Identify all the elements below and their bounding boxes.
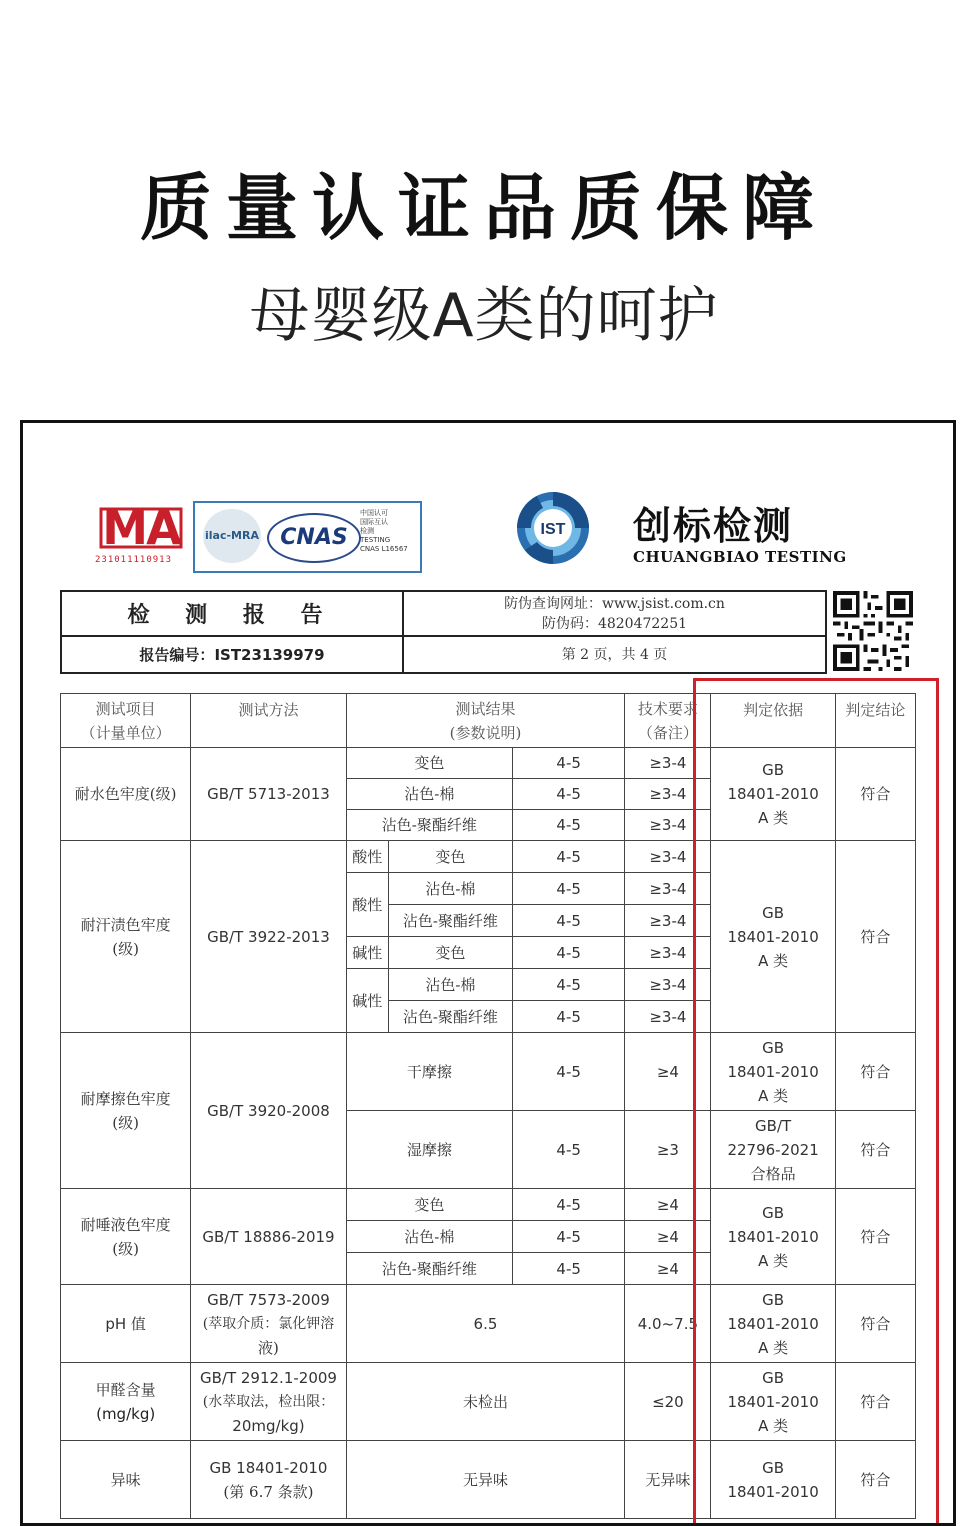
verify-info bbox=[403, 591, 826, 636]
param-cell: 沾色-聚酯纤维 bbox=[388, 905, 512, 937]
alkaline-label: 碱性 bbox=[346, 937, 388, 969]
header-item: 测试项目 （计量单位） bbox=[61, 694, 191, 748]
req-cell: ≥3-4 bbox=[625, 841, 711, 873]
header-conclusion: 判定结论 bbox=[835, 694, 915, 748]
param-cell: 变色 bbox=[346, 1189, 512, 1221]
param-cell: 变色 bbox=[388, 841, 512, 873]
highlight-box bbox=[693, 678, 939, 1526]
param-cell: 沾色-棉 bbox=[388, 873, 512, 905]
method-sweat: GB/T 3922-2013 bbox=[191, 841, 346, 1033]
value-cell: 4-5 bbox=[513, 779, 625, 810]
conclusion-sweat: 符合 bbox=[835, 841, 915, 1033]
accreditation-logos bbox=[193, 501, 422, 573]
svg-text:IST: IST bbox=[540, 521, 566, 538]
method-rub: GB/T 3920-2008 bbox=[191, 1033, 346, 1189]
value-cell: 4-5 bbox=[513, 1221, 625, 1253]
ist-logo-icon bbox=[513, 488, 593, 568]
report-number: 报告编号：IST23139979 bbox=[61, 636, 403, 673]
item-water: 耐水色牢度(级) bbox=[61, 748, 191, 841]
param-cell: 沾色-棉 bbox=[346, 1221, 512, 1253]
param-cell: 沾色-棉 bbox=[346, 779, 512, 810]
report-header-table bbox=[60, 590, 827, 674]
req-cell: 4.0~7.5 bbox=[625, 1285, 711, 1363]
basis-water: GB 18401-2010 A 类 bbox=[711, 748, 835, 841]
value-cell: 4-5 bbox=[513, 969, 625, 1001]
req-cell: ≥3-4 bbox=[625, 969, 711, 1001]
method-saliva: GB/T 18886-2019 bbox=[191, 1189, 346, 1285]
value-cell: 4-5 bbox=[513, 1253, 625, 1285]
value-cell: 4-5 bbox=[513, 873, 625, 905]
company-name-cn: 创标检测 bbox=[633, 503, 794, 548]
item-formaldehyde: 甲醛含量 (mg/kg) bbox=[61, 1363, 191, 1441]
req-cell: ≥3-4 bbox=[625, 779, 711, 810]
method-odor: GB 18401-2010 (第 6.7 条款) bbox=[191, 1441, 346, 1519]
value-cell: 未检出 bbox=[346, 1363, 625, 1441]
page-indicator: 第 2 页，共 4 页 bbox=[403, 636, 826, 673]
header-requirement: 技术要求 （备注） bbox=[625, 694, 711, 748]
conclusion-odor: 符合 bbox=[835, 1441, 915, 1519]
param-cell: 沾色-聚酯纤维 bbox=[346, 810, 512, 841]
cma-logo bbox=[95, 503, 187, 569]
alkaline-label: 碱性 bbox=[346, 969, 388, 1033]
basis-formaldehyde: GB 18401-2010 A 类 bbox=[711, 1363, 835, 1441]
req-cell: ≥3-4 bbox=[625, 748, 711, 779]
req-cell: ≥3-4 bbox=[625, 1001, 711, 1033]
banner-subtitle: 母婴级A类的呵护 bbox=[249, 281, 719, 351]
basis-rub-dry: GB 18401-2010 A 类 bbox=[711, 1033, 835, 1111]
value-cell: 4-5 bbox=[513, 1111, 625, 1189]
banner-title: 质量认证品质保障 bbox=[139, 166, 828, 250]
item-sweat: 耐汗渍色牢度 (级) bbox=[61, 841, 191, 1033]
verify-code: 防伪码：4820472251 bbox=[541, 615, 688, 632]
req-cell: ≥3-4 bbox=[625, 937, 711, 969]
basis-ph: GB 18401-2010 A 类 bbox=[711, 1285, 835, 1363]
header-basis: 判定依据 bbox=[711, 694, 835, 748]
header-result: 测试结果 (参数说明) bbox=[346, 694, 625, 748]
req-cell: ≥3-4 bbox=[625, 905, 711, 937]
conclusion-water: 符合 bbox=[835, 748, 915, 841]
header-method: 测试方法 bbox=[191, 694, 346, 748]
value-cell: 4-5 bbox=[513, 841, 625, 873]
basis-sweat: GB 18401-2010 A 类 bbox=[711, 841, 835, 1033]
method-water: GB/T 5713-2013 bbox=[191, 748, 346, 841]
company-name-en: CHUANGBIAO TESTING bbox=[633, 548, 847, 566]
param-cell: 沾色-聚酯纤维 bbox=[388, 1001, 512, 1033]
conclusion-saliva: 符合 bbox=[835, 1189, 915, 1285]
verify-url: 防伪查询网址：www.jsist.com.cn bbox=[504, 595, 725, 612]
cnas-accreditation-text: 中国认可 国际互认 检测 TESTING CNAS L16567 bbox=[360, 509, 408, 553]
value-cell: 4-5 bbox=[513, 937, 625, 969]
qr-code-icon bbox=[833, 591, 913, 671]
param-cell: 湿摩擦 bbox=[346, 1111, 512, 1189]
acid-label: 酸性 bbox=[346, 841, 388, 873]
value-cell: 4-5 bbox=[513, 748, 625, 779]
param-cell: 沾色-棉 bbox=[388, 969, 512, 1001]
item-saliva: 耐唾液色牢度 (级) bbox=[61, 1189, 191, 1285]
req-cell: ≥4 bbox=[625, 1253, 711, 1285]
value-cell: 4-5 bbox=[513, 1033, 625, 1111]
basis-odor: GB 18401-2010 bbox=[711, 1441, 835, 1519]
method-ph: GB/T 7573-2009 (萃取介质：氯化钾溶 液) bbox=[191, 1285, 346, 1363]
basis-rub-wet: GB/T 22796-2021 合格品 bbox=[711, 1111, 835, 1189]
conclusion-ph: 符合 bbox=[835, 1285, 915, 1363]
cma-logo-text: MA bbox=[102, 501, 180, 555]
ilac-mra-logo: ilac-MRA bbox=[203, 509, 261, 563]
param-cell: 变色 bbox=[388, 937, 512, 969]
item-odor: 异味 bbox=[61, 1441, 191, 1519]
test-report-document bbox=[20, 420, 956, 1526]
req-cell: 无异味 bbox=[625, 1441, 711, 1519]
value-cell: 6.5 bbox=[346, 1285, 625, 1363]
item-rub: 耐摩擦色牢度 (级) bbox=[61, 1033, 191, 1189]
method-formaldehyde: GB/T 2912.1-2009 (水萃取法，检出限： 20mg/kg) bbox=[191, 1363, 346, 1441]
req-cell: ≥4 bbox=[625, 1189, 711, 1221]
cma-number: 231011110913 bbox=[95, 555, 173, 565]
cnas-logo: CNAS bbox=[267, 513, 361, 563]
value-cell: 无异味 bbox=[346, 1441, 625, 1519]
param-cell: 干摩擦 bbox=[346, 1033, 512, 1111]
value-cell: 4-5 bbox=[513, 905, 625, 937]
value-cell: 4-5 bbox=[513, 1001, 625, 1033]
req-cell: ≥4 bbox=[625, 1033, 711, 1111]
param-cell: 沾色-聚酯纤维 bbox=[346, 1253, 512, 1285]
report-title: 检 测 报 告 bbox=[61, 591, 403, 636]
basis-saliva: GB 18401-2010 A 类 bbox=[711, 1189, 835, 1285]
acid-label: 酸性 bbox=[346, 873, 388, 937]
conclusion-rub-wet: 符合 bbox=[835, 1111, 915, 1189]
req-cell: ≤20 bbox=[625, 1363, 711, 1441]
req-cell: ≥3-4 bbox=[625, 810, 711, 841]
req-cell: ≥3 bbox=[625, 1111, 711, 1189]
req-cell: ≥3-4 bbox=[625, 873, 711, 905]
value-cell: 4-5 bbox=[513, 810, 625, 841]
param-cell: 变色 bbox=[346, 748, 512, 779]
conclusion-rub-dry: 符合 bbox=[835, 1033, 915, 1111]
item-ph: pH 值 bbox=[61, 1285, 191, 1363]
conclusion-formaldehyde: 符合 bbox=[835, 1363, 915, 1441]
value-cell: 4-5 bbox=[513, 1189, 625, 1221]
req-cell: ≥4 bbox=[625, 1221, 711, 1253]
